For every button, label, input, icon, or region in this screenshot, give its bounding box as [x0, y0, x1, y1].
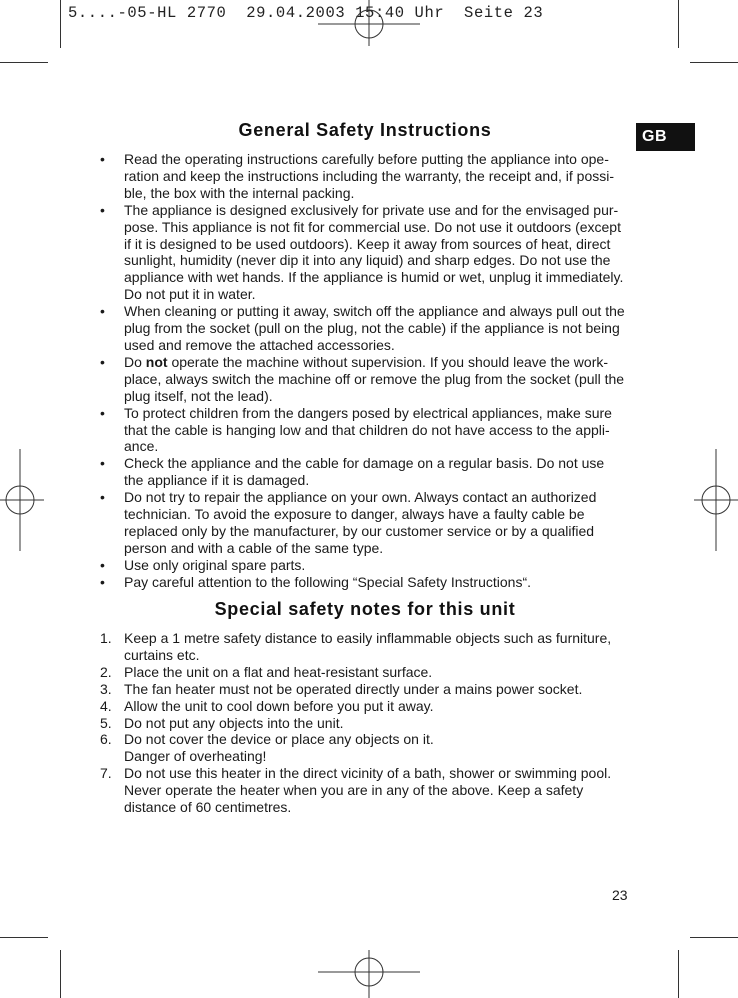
list-item: • Check the appliance and the cable for damage on a regular basis. Do not use the appliance if it is damaged.	[97, 455, 627, 489]
list-item: • Do not try to repair the appliance on your own. Always contact an authorized technician. To avoid the exposure to danger, always have a faulty cable be replaced only by the manufacturer, by our customer service or by a qualified person and with a cable of the same type.	[97, 489, 627, 557]
registration-mark-top	[318, 0, 420, 46]
crop-mark	[690, 62, 738, 63]
list-item: • To protect children from the dangers posed by electrical appliances, make sure that the cable is hanging low and that children do not have access to the appliance.	[97, 405, 627, 456]
list-item: • Pay careful attention to the following “Special Safety Instructions“.	[97, 574, 627, 591]
general-safety-list	[97, 151, 627, 591]
list-item: • Read the operating instructions carefully before putting the appliance into operation and keep the instructions including the warranty, the receipt and, if possible, the box with the internal packing.	[97, 151, 627, 202]
crop-mark	[60, 950, 61, 998]
list-item: • Use only original spare parts.	[97, 557, 627, 574]
list-item: 4. Allow the unit to cool down before you put it away.	[100, 697, 434, 714]
language-tab: GB	[636, 123, 695, 151]
list-item: • Do not operate the machine without supervision. If you should leave the workplace, always switch the machine off or remove the plug from the socket (pull the plug itself, not the lead).	[97, 354, 627, 405]
crop-mark	[678, 950, 679, 998]
list-item: 6. Do not cover the device or place any objects on it. Danger of overheating!	[100, 731, 434, 765]
crop-mark	[60, 0, 61, 48]
special-safety-list	[97, 630, 627, 816]
general-safety-heading: General Safety Instructions	[238, 120, 492, 140]
list-item: 3. The fan heater must not be operated directly under a mains power socket.	[100, 680, 583, 697]
registration-mark-left	[0, 449, 44, 551]
registration-mark-bottom	[318, 950, 420, 998]
print-slug-line: 5....-05-HL 2770 29.04.2003 15:40 Uhr Seite 23	[68, 4, 544, 22]
list-item: 5. Do not put any objects into the unit.	[100, 714, 344, 731]
crop-mark	[0, 62, 48, 63]
registration-mark-right	[694, 449, 738, 551]
page-number: 23	[612, 887, 628, 903]
list-item: • The appliance is designed exclusively for private use and for the envisaged purpose. This appliance is not fit for commercial use. Do not use it outdoors (except if it is designed to be used outdoors). Keep it away from sources of heat, direct sunlight, humidity (never dip it into any liquid) and sharp edges. Do not use the appliance with wet hands. If the appliance is humid or wet, unplug it immediately. Do not put it in water.	[97, 202, 627, 303]
crop-mark	[678, 0, 679, 48]
list-item: • When cleaning or putting it away, switch off the appliance and always pull out the plug from the socket (pull on the plug, not the cable) if the appliance is not being used and remove the attached accessories.	[97, 303, 627, 354]
list-item: 1. Keep a 1 metre safety distance to easily inflammable objects such as furniture, curtains etc.	[100, 630, 612, 663]
emphasis-not: not	[145, 353, 168, 370]
list-item: 2. Place the unit on a flat and heat-resistant surface.	[100, 663, 433, 680]
list-item: 7. Do not use this heater in the direct vicinity of a bath, shower or swimming pool. Never operate the heater when you are in any of the above. Keep a safety distance of 60 centimetres.	[100, 765, 612, 816]
crop-mark	[0, 937, 48, 938]
crop-mark	[690, 937, 738, 938]
special-safety-heading: Special safety notes for this unit	[214, 599, 516, 619]
